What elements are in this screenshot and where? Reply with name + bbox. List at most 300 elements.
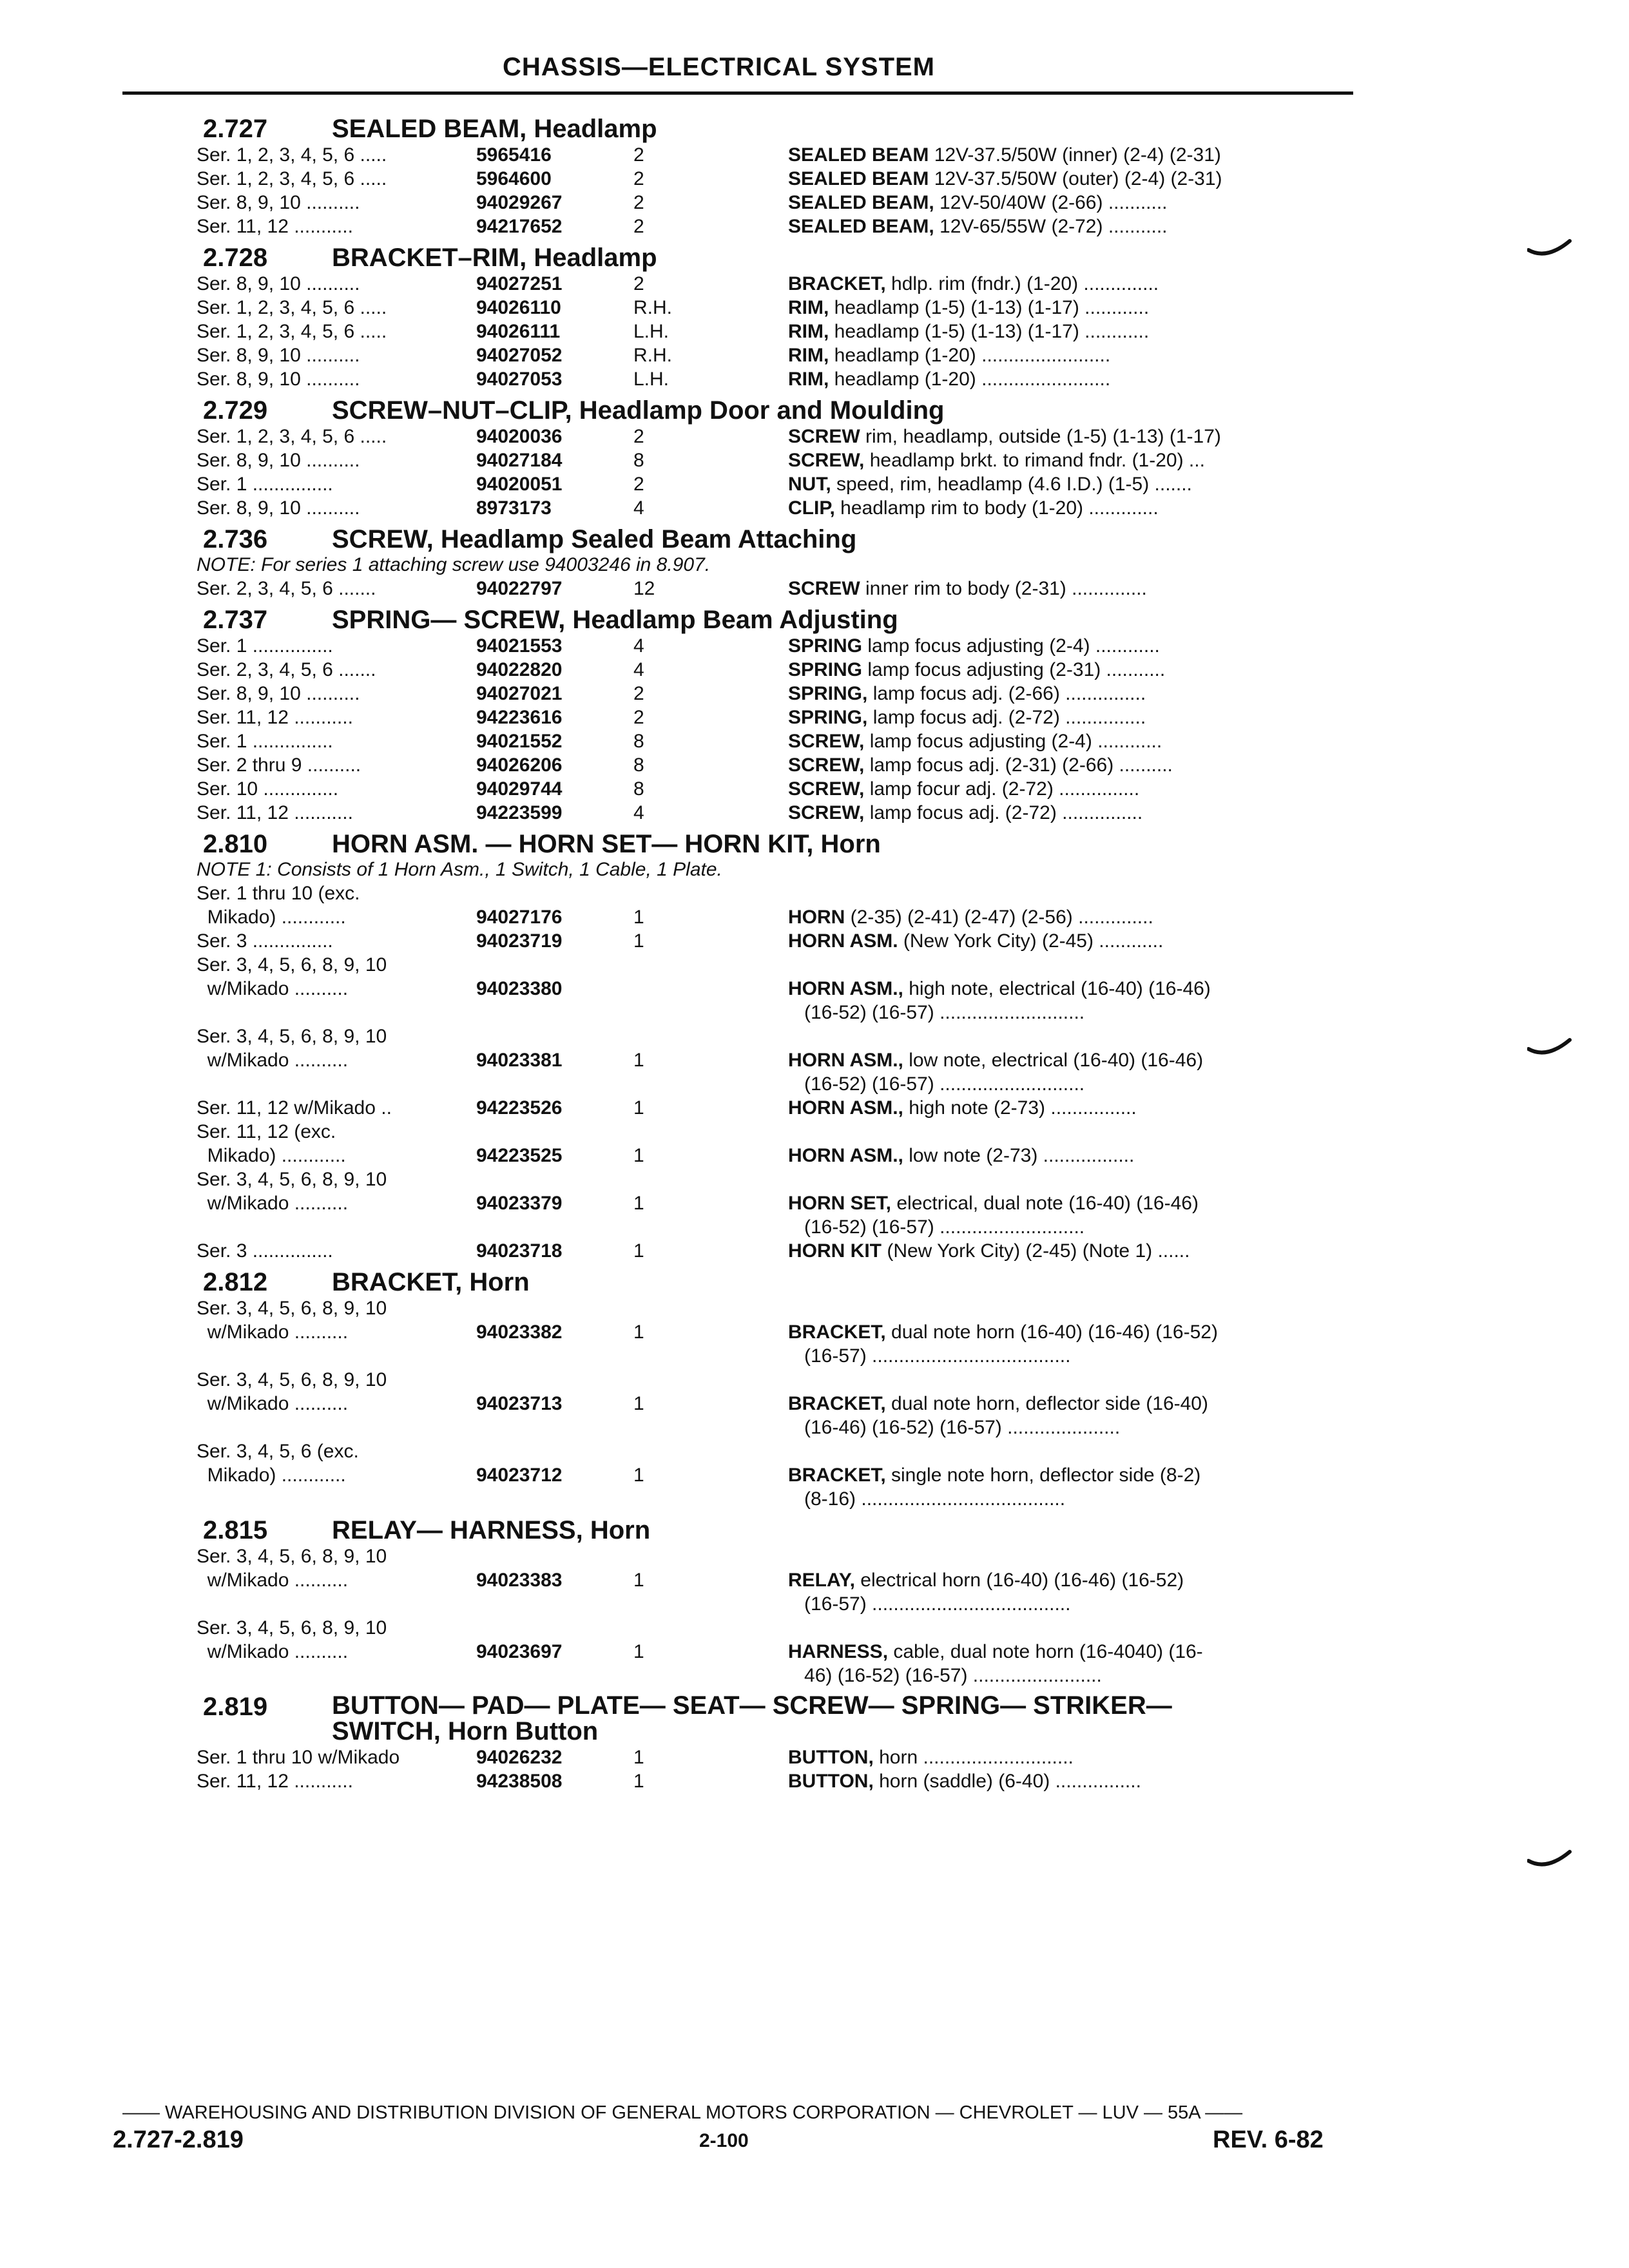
description-cell [788, 472, 1349, 496]
table-row [190, 682, 1350, 706]
description-keyword: NUT, [788, 474, 831, 495]
section-title: RELAY— HARNESS, Horn [332, 1516, 651, 1544]
part-number-cell: 94026110 [476, 297, 561, 318]
checkmark-icon [1527, 238, 1572, 264]
description-keyword: SEALED BEAM, [788, 192, 934, 213]
section-heading [190, 238, 1350, 272]
table-row [190, 143, 1350, 167]
table-row [190, 496, 1350, 520]
description-text: headlamp (1-20) ........................ [829, 345, 1111, 366]
description-keyword: SCREW, [788, 778, 865, 800]
section-title: SEALED BEAM, Headlamp [332, 115, 657, 143]
series-cell: Ser. 1 ............... [197, 635, 333, 657]
description-cell [788, 1120, 1349, 1168]
part-number-cell: 94023380 [476, 978, 563, 999]
section-title: BRACKET, Horn [332, 1268, 530, 1296]
quantity-cell: 1 [633, 1050, 644, 1071]
description-text: headlamp (1-5) (1-13) (1-17) ............ [829, 297, 1150, 318]
quantity-cell: R.H. [633, 297, 672, 318]
section-2-812 [190, 1263, 1350, 1511]
quantity-cell: 1 [633, 930, 644, 952]
description-keyword: SCREW, [788, 802, 865, 823]
checkmark-icon [1527, 1037, 1572, 1063]
section-heading [190, 825, 1350, 858]
part-number-cell: 94026206 [476, 754, 563, 776]
footer-page-number: 2-100 [699, 2130, 749, 2151]
description-keyword: RIM, [788, 345, 829, 366]
quantity-cell: 4 [633, 802, 644, 823]
description-cell [788, 1769, 1349, 1793]
series-cell: Ser. 11, 12 w/Mikado .. [197, 1097, 392, 1119]
description-cell [788, 801, 1349, 825]
description-text: headlamp rim to body (1-20) ............. [834, 497, 1159, 519]
series-cell: Ser. 11, 12 (exc. Mikado) ............ [197, 1121, 346, 1166]
part-number-cell: 94027053 [476, 369, 563, 390]
description-keyword: HORN SET, [788, 1193, 892, 1214]
series-cell: Ser. 11, 12 ........... [197, 802, 353, 823]
description-cell [788, 296, 1349, 320]
description-text: rim, headlamp, outside (1-5) (1-13) (1-17) [860, 426, 1221, 447]
series-cell: Ser. 11, 12 ........... [197, 216, 353, 237]
table-row [190, 929, 1350, 953]
page-title: CHASSIS—ELECTRICAL SYSTEM [503, 53, 935, 81]
part-number-cell: 94026232 [476, 1747, 563, 1768]
table-row [190, 425, 1350, 448]
description-cell [788, 953, 1349, 1024]
series-cell: Ser. 1, 2, 3, 4, 5, 6 ..... [197, 297, 387, 318]
section-2-815 [190, 1511, 1350, 1687]
table-row [190, 729, 1350, 753]
part-number-cell: 94029267 [476, 192, 563, 213]
description-cell [788, 881, 1349, 929]
description-keyword: SCREW, [788, 754, 865, 776]
description-keyword: SPRING, [788, 683, 868, 704]
section-number: 2.736 [203, 525, 268, 553]
quantity-cell: 1 [633, 1097, 644, 1119]
series-cell: Ser. 2, 3, 4, 5, 6 ....... [197, 578, 376, 599]
section-2-727 [190, 110, 1350, 238]
section-2-729 [190, 391, 1350, 520]
section-heading [190, 391, 1350, 425]
part-number-cell: 8973173 [476, 497, 552, 519]
description-cell [788, 1296, 1349, 1368]
description-cell [788, 167, 1349, 191]
series-cell: Ser. 1 thru 10 (exc. Mikado) ............ [197, 883, 360, 928]
section-heading [190, 110, 1350, 143]
quantity-cell: 1 [633, 1193, 644, 1214]
description-cell [788, 729, 1349, 753]
table-row [190, 1296, 1350, 1368]
description-keyword: HORN ASM., [788, 1050, 903, 1071]
quantity-cell: L.H. [633, 369, 670, 390]
quantity-cell: 8 [633, 778, 644, 800]
description-keyword: SCREW [788, 426, 860, 447]
footer-revision: REV. 6-82 [1213, 2126, 1324, 2153]
description-text: single note horn, deflector side (8-2) (8-16) ...................................... [804, 1465, 1201, 1510]
table-row [190, 753, 1350, 777]
description-cell [788, 753, 1349, 777]
section-2-737 [190, 601, 1350, 825]
series-cell: Ser. 1, 2, 3, 4, 5, 6 ..... [197, 321, 387, 342]
quantity-cell: 2 [633, 474, 644, 495]
table-row [190, 1544, 1350, 1616]
part-number-cell: 94027052 [476, 345, 563, 366]
description-text: horn (saddle) (6-40) ................ [873, 1771, 1141, 1792]
section-2-819 [190, 1687, 1350, 1793]
quantity-cell: 2 [633, 216, 644, 237]
section-note: NOTE: For series 1 attaching screw use 94003246 in 8.907. [197, 554, 711, 575]
description-text: 12V-37.5/50W (outer) (2-4) (2-31) [929, 168, 1222, 189]
series-cell: Ser. 3, 4, 5, 6, 8, 9, 10 w/Mikado .......... [197, 1026, 387, 1071]
series-cell: Ser. 3, 4, 5, 6, 8, 9, 10 w/Mikado .......... [197, 1617, 387, 1662]
table-row [190, 343, 1350, 367]
section-heading [190, 520, 1350, 553]
quantity-cell: 1 [633, 1240, 644, 1262]
quantity-cell: 1 [633, 1641, 644, 1662]
table-row [190, 1120, 1350, 1168]
table-row [190, 191, 1350, 215]
series-cell: Ser. 3, 4, 5, 6, 8, 9, 10 w/Mikado .......... [197, 1298, 387, 1343]
table-row [190, 1096, 1350, 1120]
series-cell: Ser. 10 .............. [197, 778, 339, 800]
series-cell: Ser. 1 ............... [197, 731, 333, 752]
quantity-cell: 4 [633, 497, 644, 519]
series-cell: Ser. 11, 12 ........... [197, 707, 353, 728]
quantity-cell: 2 [633, 144, 644, 166]
table-row [190, 1168, 1350, 1239]
table-row [190, 472, 1350, 496]
description-text: lamp focus adj. (2-31) (2-66) .......... [864, 754, 1173, 776]
quantity-cell: R.H. [633, 345, 672, 366]
description-cell [788, 929, 1349, 953]
part-number-cell: 5965416 [476, 144, 552, 166]
description-keyword: SCREW, [788, 731, 865, 752]
description-keyword: SPRING, [788, 707, 868, 728]
description-keyword: RELAY, [788, 1570, 855, 1591]
description-text: headlamp (1-20) ........................ [829, 369, 1111, 390]
footer-publisher-line: —— WAREHOUSING AND DISTRIBUTION DIVISION OF GENERAL MOTORS CORPORATION — CHEVROLET — LUV — 55A —— [122, 2102, 1243, 2123]
part-number-cell: 94023381 [476, 1050, 563, 1071]
quantity-cell: 8 [633, 450, 644, 471]
table-row [190, 1239, 1350, 1263]
table-row [190, 448, 1350, 472]
part-number-cell: 94023383 [476, 1570, 563, 1591]
description-cell [788, 320, 1349, 343]
description-cell [788, 577, 1349, 601]
table-row [190, 634, 1350, 658]
description-cell [788, 272, 1349, 296]
description-text: dual note horn, deflector side (16-40) (16-46) (16-52) (16-57) ..................... [804, 1393, 1208, 1438]
series-cell: Ser. 3, 4, 5, 6 (exc. Mikado) ............ [197, 1441, 359, 1486]
quantity-cell: 1 [633, 1747, 644, 1768]
part-number-cell: 94022820 [476, 659, 563, 680]
part-number-cell: 94022797 [476, 578, 563, 599]
description-text: (New York City) (2-45) ............ [898, 930, 1164, 952]
description-text: cable, dual note horn (16-4040) (16- 46) (16-52) (16-57) ........................ [804, 1641, 1203, 1686]
section-title: SPRING— SCREW, Headlamp Beam Adjusting [332, 606, 898, 634]
description-cell [788, 496, 1349, 520]
description-cell [788, 425, 1349, 448]
description-keyword: HORN ASM., [788, 1097, 903, 1119]
section-number: 2.729 [203, 396, 268, 425]
description-cell [788, 1616, 1349, 1687]
description-cell [788, 143, 1349, 167]
description-text: low note, electrical (16-40) (16-46) (16-52) (16-57) ........................... [804, 1050, 1204, 1095]
description-cell [788, 634, 1349, 658]
quantity-cell: 12 [633, 578, 655, 599]
part-number-cell: 94021553 [476, 635, 563, 657]
table-row [190, 577, 1350, 601]
description-cell [788, 1024, 1349, 1096]
part-number-cell: 94223616 [476, 707, 563, 728]
description-cell [788, 658, 1349, 682]
description-text: 12V-50/40W (2-66) ........... [934, 192, 1168, 213]
series-cell: Ser. 8, 9, 10 .......... [197, 369, 360, 390]
table-row [190, 320, 1350, 343]
description-keyword: CLIP, [788, 497, 835, 519]
description-keyword: BUTTON, [788, 1747, 874, 1768]
description-keyword: SCREW [788, 578, 860, 599]
parts-list [190, 110, 1350, 1793]
part-number-cell: 94020051 [476, 474, 563, 495]
quantity-cell: 2 [633, 426, 644, 447]
quantity-cell: 1 [633, 1570, 644, 1591]
description-cell [788, 777, 1349, 801]
footer-group-range: 2.727-2.819 [113, 2126, 244, 2153]
quantity-cell: 1 [633, 1321, 644, 1343]
section-heading [190, 1687, 1350, 1745]
description-cell [788, 367, 1349, 391]
description-text: high note, electrical (16-40) (16-46) (16-52) (16-57) ........................... [804, 978, 1211, 1023]
part-number-cell: 94027176 [476, 907, 563, 928]
series-cell: Ser. 8, 9, 10 .......... [197, 273, 360, 294]
table-row [190, 167, 1350, 191]
description-text: headlamp (1-5) (1-13) (1-17) ............ [829, 321, 1150, 342]
description-text: electrical horn (16-40) (16-46) (16-52) (16-57) ..................................... [804, 1570, 1184, 1615]
part-number-cell: 94026111 [476, 321, 561, 342]
series-cell: Ser. 1, 2, 3, 4, 5, 6 ..... [197, 144, 387, 166]
part-number-cell: 94027021 [476, 683, 563, 704]
quantity-cell: 4 [633, 635, 644, 657]
description-text: lamp focus adj. (2-72) ............... [864, 802, 1143, 823]
quantity-cell: L.H. [633, 321, 670, 342]
part-number-cell: 94223525 [476, 1145, 563, 1166]
quantity-cell: 1 [633, 1145, 644, 1166]
description-keyword: SCREW, [788, 450, 865, 471]
section-title: SCREW, Headlamp Sealed Beam Attaching [332, 525, 857, 553]
description-keyword: SPRING [788, 659, 863, 680]
description-keyword: BRACKET, [788, 1465, 886, 1486]
quantity-cell: 1 [633, 1771, 644, 1792]
description-cell [788, 706, 1349, 729]
part-number-cell: 94238508 [476, 1771, 563, 1792]
part-number-cell: 94021552 [476, 731, 563, 752]
series-cell: Ser. 3, 4, 5, 6, 8, 9, 10 w/Mikado .......... [197, 1169, 387, 1214]
description-cell [788, 343, 1349, 367]
description-keyword: RIM, [788, 321, 829, 342]
description-text: headlamp brkt. to rimand fndr. (1-20) ... [864, 450, 1205, 471]
quantity-cell: 2 [633, 168, 644, 189]
table-row [190, 367, 1350, 391]
table-row [190, 1024, 1350, 1096]
quantity-cell: 2 [633, 683, 644, 704]
part-number-cell: 94027184 [476, 450, 563, 471]
description-text: dual note horn (16-40) (16-46) (16-52) (16-57) ..................................... [804, 1321, 1218, 1367]
description-text: (New York City) (2-45) (Note 1) ...... [882, 1240, 1190, 1262]
description-cell [788, 1168, 1349, 1239]
description-keyword: RIM, [788, 369, 829, 390]
section-title: BUTTON— PAD— PLATE— SEAT— SCREW— SPRING— STRIKER— SWITCH, Horn Button [332, 1691, 1172, 1745]
series-cell: Ser. 2, 3, 4, 5, 6 ....... [197, 659, 376, 680]
description-text: lamp focus adj. (2-66) ............... [867, 683, 1146, 704]
description-text: hdlp. rim (fndr.) (1-20) .............. [885, 273, 1159, 294]
series-cell: Ser. 11, 12 ........... [197, 1771, 353, 1792]
table-row [190, 1745, 1350, 1769]
section-number: 2.815 [203, 1516, 268, 1544]
description-keyword: SEALED BEAM [788, 168, 929, 189]
checkmark-icon [1527, 1849, 1572, 1875]
description-text: lamp focus adjusting (2-4) ............ [864, 731, 1162, 752]
series-cell: Ser. 1, 2, 3, 4, 5, 6 ..... [197, 168, 387, 189]
description-keyword: BRACKET, [788, 273, 886, 294]
section-title: BRACKET–RIM, Headlamp [332, 244, 657, 272]
description-keyword: HORN ASM. [788, 930, 898, 952]
section-heading [190, 1511, 1350, 1544]
description-text: electrical, dual note (16-40) (16-46) (16-52) (16-57) ........................... [804, 1193, 1199, 1238]
series-cell: Ser. 1, 2, 3, 4, 5, 6 ..... [197, 426, 387, 447]
table-row [190, 953, 1350, 1024]
description-cell [788, 1239, 1349, 1263]
description-cell [788, 1096, 1349, 1120]
part-number-cell: 94023712 [476, 1465, 563, 1486]
description-cell [788, 1745, 1349, 1769]
series-cell: Ser. 3 ............... [197, 1240, 333, 1262]
series-cell: Ser. 8, 9, 10 .......... [197, 497, 360, 519]
section-2-728 [190, 238, 1350, 391]
quantity-cell: 1 [633, 1465, 644, 1486]
quantity-cell: 8 [633, 731, 644, 752]
part-number-cell: 94029744 [476, 778, 563, 800]
quantity-cell: 2 [633, 192, 644, 213]
description-keyword: HORN [788, 907, 845, 928]
section-number: 2.737 [203, 606, 268, 634]
quantity-cell: 2 [633, 707, 644, 728]
section-number: 2.812 [203, 1268, 268, 1296]
description-cell [788, 1439, 1349, 1511]
table-row [190, 706, 1350, 729]
table-row [190, 801, 1350, 825]
description-cell [788, 215, 1349, 238]
series-cell: Ser. 8, 9, 10 .......... [197, 450, 360, 471]
series-cell: Ser. 1 thru 10 w/Mikado [197, 1747, 400, 1768]
section-title: SCREW–NUT–CLIP, Headlamp Door and Moulding [332, 396, 945, 425]
section-title: HORN ASM. — HORN SET— HORN KIT, Horn [332, 830, 881, 858]
description-cell [788, 448, 1349, 472]
description-text: speed, rim, headlamp (4.6 I.D.) (1-5) ....... [831, 474, 1192, 495]
section-2-736 [190, 520, 1350, 601]
table-row [190, 1439, 1350, 1511]
part-number-cell: 94023379 [476, 1193, 563, 1214]
series-cell: Ser. 2 thru 9 .......... [197, 754, 361, 776]
description-text: inner rim to body (2-31) .............. [860, 578, 1147, 599]
part-number-cell: 94223526 [476, 1097, 563, 1119]
section-number: 2.727 [203, 115, 268, 143]
quantity-cell: 8 [633, 754, 644, 776]
part-number-cell: 94023713 [476, 1393, 563, 1414]
part-number-cell: 94023697 [476, 1641, 563, 1662]
quantity-cell: 1 [633, 907, 644, 928]
description-text: lamp focus adjusting (2-31) ........... [862, 659, 1166, 680]
description-text: 12V-65/55W (2-72) ........... [934, 216, 1168, 237]
description-text: lamp focur adj. (2-72) ............... [864, 778, 1140, 800]
description-keyword: SEALED BEAM [788, 144, 929, 166]
description-keyword: SEALED BEAM, [788, 216, 934, 237]
header-rule [122, 91, 1353, 95]
part-number-cell: 94020036 [476, 426, 563, 447]
table-row [190, 1616, 1350, 1687]
section-note: NOTE 1: Consists of 1 Horn Asm., 1 Switch, 1 Cable, 1 Plate. [197, 859, 722, 880]
description-cell [788, 1368, 1349, 1439]
description-text: high note (2-73) ................ [903, 1097, 1137, 1119]
section-heading [190, 601, 1350, 634]
table-row [190, 881, 1350, 929]
description-text: horn ............................ [873, 1747, 1074, 1768]
description-keyword: RIM, [788, 297, 829, 318]
description-text: lamp focus adj. (2-72) ............... [867, 707, 1146, 728]
part-number-cell: 94223599 [476, 802, 563, 823]
description-cell [788, 682, 1349, 706]
quantity-cell: 2 [633, 273, 644, 294]
description-cell [788, 191, 1349, 215]
series-cell: Ser. 8, 9, 10 .......... [197, 345, 360, 366]
description-cell [788, 1544, 1349, 1616]
series-cell: Ser. 3, 4, 5, 6, 8, 9, 10 w/Mikado .......... [197, 1546, 387, 1591]
series-cell: Ser. 1 ............... [197, 474, 333, 495]
part-number-cell: 94023718 [476, 1240, 563, 1262]
part-number-cell: 5964600 [476, 168, 552, 189]
part-number-cell: 94023382 [476, 1321, 563, 1343]
series-cell: Ser. 8, 9, 10 .......... [197, 683, 360, 704]
description-keyword: BRACKET, [788, 1321, 886, 1343]
series-cell: Ser. 3 ............... [197, 930, 333, 952]
description-keyword: HORN KIT [788, 1240, 882, 1262]
table-row [190, 658, 1350, 682]
table-row [190, 1368, 1350, 1439]
table-row [190, 777, 1350, 801]
description-text: lamp focus adjusting (2-4) ............ [862, 635, 1160, 657]
series-cell: Ser. 3, 4, 5, 6, 8, 9, 10 w/Mikado .......... [197, 954, 387, 999]
description-keyword: HARNESS, [788, 1641, 889, 1662]
table-row [190, 296, 1350, 320]
part-number-cell: 94023719 [476, 930, 563, 952]
table-row [190, 215, 1350, 238]
section-number: 2.810 [203, 830, 268, 858]
quantity-cell: 1 [633, 1393, 644, 1414]
description-text: low note (2-73) ................. [903, 1145, 1135, 1166]
section-2-810 [190, 825, 1350, 1263]
table-row [190, 1769, 1350, 1793]
description-keyword: BRACKET, [788, 1393, 886, 1414]
part-number-cell: 94027251 [476, 273, 563, 294]
description-keyword: HORN ASM., [788, 978, 903, 999]
table-row [190, 272, 1350, 296]
section-heading [190, 1263, 1350, 1296]
description-text: (2-35) (2-41) (2-47) (2-56) .............. [845, 907, 1153, 928]
section-number: 2.728 [203, 244, 268, 272]
part-number-cell: 94217652 [476, 216, 563, 237]
description-keyword: HORN ASM., [788, 1145, 903, 1166]
series-cell: Ser. 8, 9, 10 .......... [197, 192, 360, 213]
